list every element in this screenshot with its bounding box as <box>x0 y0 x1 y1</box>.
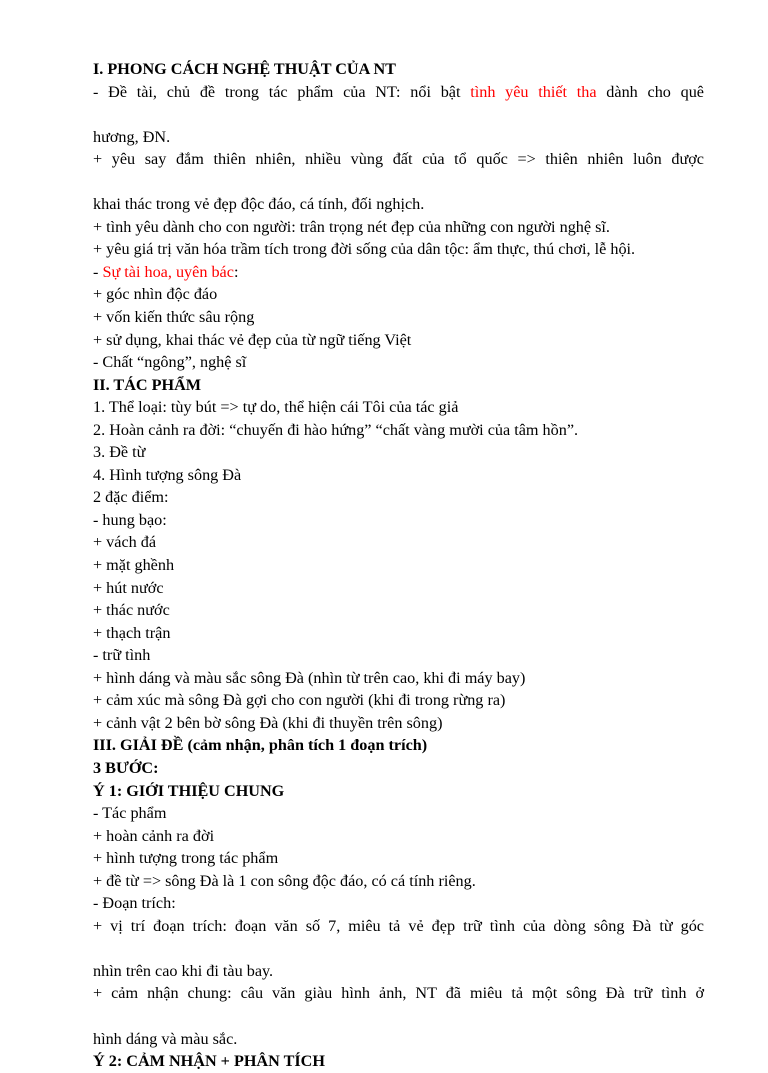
list-item: + tình yêu dành cho con người: trân trọng nét đẹp của những con người nghệ sĩ. <box>93 217 610 236</box>
heading-y1: Ý 1: GIỚI THIỆU CHUNG <box>93 781 285 800</box>
paragraph-vi-tri: + vị trí đoạn trích: đoạn văn số 7, miêu tả vẻ đẹp trữ tình của dòng sông Đà từ góc <box>93 916 704 935</box>
paragraph-thien-nhien: + yêu say đắm thiên nhiên, nhiều vùng đất của tổ quốc => thiên nhiên luôn được <box>93 150 704 169</box>
heading-tac-pham: II. TÁC PHẨM <box>93 375 202 394</box>
paragraph-de-tai-cont: hương, ĐN. <box>93 127 171 146</box>
highlight-tinh-yeu: tình yêu thiết tha <box>470 82 597 101</box>
list-item: + vốn kiến thức sâu rộng <box>93 308 255 327</box>
list-item: - Đoạn trích: <box>93 894 176 913</box>
list-item: 2. Hoàn cảnh ra đời: “chuyến đi hào hứng” “chất vàng mười của tâm hồn”. <box>93 420 579 439</box>
list-item: + sử dụng, khai thác vẻ đẹp của từ ngữ tiếng Việt <box>93 330 412 349</box>
list-item: - Chất “ngông”, nghệ sĩ <box>93 353 247 372</box>
list-item: - hung bạo: <box>93 510 167 529</box>
document-body <box>93 58 704 1073</box>
list-item: - trữ tình <box>93 646 151 665</box>
list-item: + hình tượng trong tác phẩm <box>93 849 279 868</box>
paragraph-cam-nhan: + cảm nhận chung: câu văn giàu hình ảnh, NT đã miêu tả một sông Đà trữ tình ở <box>93 984 704 1003</box>
list-item: + thạch trận <box>93 623 171 642</box>
list-item: 2 đặc điểm: <box>93 488 169 507</box>
list-item: + vách đá <box>93 533 157 552</box>
heading-y2: Ý 2: CẢM NHẬN + PHÂN TÍCH <box>93 1052 325 1071</box>
heading-phong-cach: I. PHONG CÁCH NGHỆ THUẬT CỦA NT <box>93 60 396 78</box>
paragraph-de-tai: - Đề tài, chủ đề trong tác phẩm của NT: nổi bật tình yêu thiết tha dành cho quê <box>93 82 704 101</box>
heading-3-buoc: 3 BƯỚC: <box>93 758 159 777</box>
list-item: + thác nước <box>93 601 170 620</box>
list-item: + góc nhìn độc đáo <box>93 285 218 304</box>
list-item: + cảm xúc mà sông Đà gợi cho con người (khi đi trong rừng ra) <box>93 691 506 710</box>
paragraph-thien-nhien-cont: khai thác trong vẻ đẹp độc đáo, cá tính, đối nghịch. <box>93 195 425 214</box>
list-item: - Tác phẩm <box>93 804 167 823</box>
heading-giai-de: III. GIẢI ĐỀ (cảm nhận, phân tích 1 đoạn trích) <box>93 736 428 755</box>
list-item: + cảnh vật 2 bên bờ sông Đà (khi đi thuyền trên sông) <box>93 713 443 732</box>
list-item: + mặt ghềnh <box>93 556 175 575</box>
paragraph-cam-nhan-cont: hình dáng và màu sắc. <box>93 1029 238 1048</box>
list-item: 4. Hình tượng sông Đà <box>93 465 242 484</box>
list-item-tai-hoa: - Sự tài hoa, uyên bác: <box>93 262 239 281</box>
highlight-tai-hoa: Sự tài hoa, uyên bác <box>102 262 234 281</box>
paragraph-vi-tri-cont: nhìn trên cao khi đi tàu bay. <box>93 961 274 980</box>
list-item: + đề từ => sông Đà là 1 con sông độc đáo, có cá tính riêng. <box>93 871 476 890</box>
list-item: 3. Đề từ <box>93 443 146 462</box>
list-item: + hoàn cảnh ra đời <box>93 826 215 845</box>
list-item: 1. Thể loại: tùy bút => tự do, thể hiện cái Tôi của tác giả <box>93 398 459 417</box>
list-item: + hình dáng và màu sắc sông Đà (nhìn từ trên cao, khi đi máy bay) <box>93 668 526 687</box>
list-item: + hút nước <box>93 578 164 597</box>
list-item: + yêu giá trị văn hóa trầm tích trong đời sống của dân tộc: ẩm thực, thú chơi, lễ hội. <box>93 240 636 259</box>
